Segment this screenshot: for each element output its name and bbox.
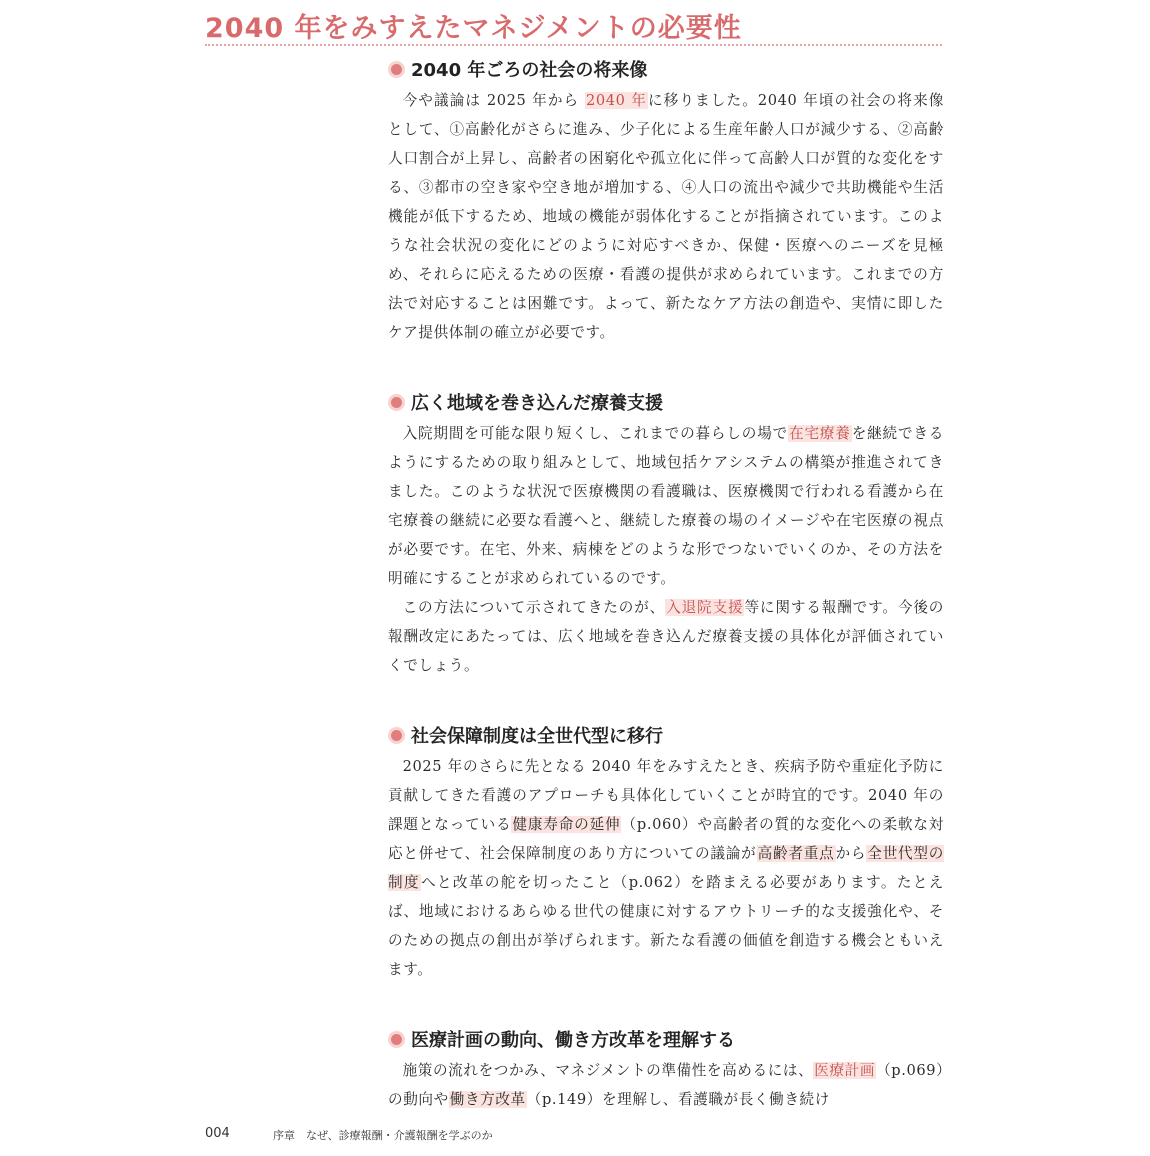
page-footer <box>205 1126 493 1142</box>
section-heading <box>388 389 944 415</box>
text-run: 等に関する報酬です。今後の報酬改定にあたっては、広く地域を巻き込んだ療養支援の具体化が評価されていくでしょう。 <box>388 599 944 674</box>
highlighted-term: 医療計画 <box>814 1062 876 1079</box>
circle-bullet-icon <box>388 61 405 78</box>
section-heading <box>388 56 944 82</box>
circle-bullet-icon <box>388 394 405 411</box>
highlighted-term: 入退院支援 <box>666 599 744 616</box>
section <box>388 722 944 984</box>
circle-bullet-icon <box>388 727 405 744</box>
highlighted-term: 全世代型の制度 <box>388 845 944 891</box>
text-run: から <box>835 845 867 862</box>
text-run: 2025 年のさらに先となる 2040 年をみすえたとき、疾病予防や重症化予防に貢献してきた看護のアプローチも具体化していくことが時宜的です。2040 年の課題となっている <box>388 758 944 833</box>
section-heading <box>388 722 944 748</box>
text-run: この方法について示されてきたのが、 <box>402 599 666 616</box>
section-heading-text: 医療計画の動向、働き方改革を理解する <box>411 1030 735 1051</box>
body-paragraph <box>388 752 944 984</box>
highlighted-term: 働き方改革 <box>449 1091 526 1108</box>
highlighted-term: 健康寿命の延伸 <box>512 816 621 833</box>
circle-bullet-icon <box>388 1031 405 1048</box>
section-heading-text: 2040 年ごろの社会の将来像 <box>411 60 648 81</box>
body-paragraph <box>388 419 944 593</box>
text-run: 今や議論は 2025 年から <box>402 92 585 109</box>
page-number: 004 <box>205 1126 230 1141</box>
text-run: （p.060）や高齢者の質的な変化への柔軟な対応と併せて、社会保障制度のあり方についての議論が <box>388 816 945 862</box>
highlighted-term: 在宅療養 <box>789 425 851 442</box>
text-run: に移りました。2040 年頃の社会の将来像として、①高齢化がさらに進み、少子化による生産年齢人口が減少する、②高齢人口割合が上昇し、高齢者の困窮化や孤立化に伴って高齢人口が質的な変化をする、③都市の空き家や空き地が増加する、④人口の流出や減少で共助機能や生活機能が低下するため、地域の機能が弱体化することが指摘されています。このような社会状況の変化にどのように対応すべきか、保健・医療へのニーズを見極め、それらに応えるための医療・看護の提供が求められています。これまでの方法で対応することは困難です。よって、新たなケア方法の創造や、実情に即したケア提供体制の確立が必要です。 <box>388 92 944 341</box>
text-run: 施策の流れをつかみ、マネジメントの準備性を高めるには、 <box>402 1062 814 1079</box>
section <box>388 56 944 347</box>
text-run: （p.069）の動向や <box>388 1062 944 1108</box>
text-run: （p.149）を理解し、看護職が長く働き続け <box>526 1091 830 1108</box>
body-paragraph <box>388 86 944 347</box>
title-divider <box>205 44 942 46</box>
section-heading-text: 社会保障制度は全世代型に移行 <box>411 726 663 747</box>
section <box>388 1026 944 1114</box>
highlighted-term: 高齢者重点 <box>757 845 835 862</box>
body-paragraph <box>388 593 944 680</box>
text-run: を継続できるようにするための取り組みとして、地域包括ケアシステムの構築が推進されてきました。このような状況で医療機関の看護職は、医療機関で行われる看護から在宅療養の継続に必要な看護へと、継続した療養の場のイメージや在宅医療の視点が必要です。在宅、外来、病棟をどのような形でつないでいくのか、その方法を明確にすることが求められているのです。 <box>388 425 944 587</box>
section-heading <box>388 1026 944 1052</box>
page-title: 2040 年をみすえたマネジメントの必要性 <box>205 13 742 44</box>
main-content <box>388 56 944 1156</box>
section <box>388 389 944 680</box>
body-paragraph <box>388 1056 944 1114</box>
text-run: 入院期間を可能な限り短くし、これまでの暮らしの場で <box>402 425 789 442</box>
text-run: へと改革の舵を切ったこと（p.062）を踏まえる必要があります。たとえば、地域におけるあらゆる世代の健康に対するアウトリーチ的な支援強化や、そのための拠点の創出が挙げられます。新たな看護の価値を創造する機会ともいえます。 <box>388 874 945 978</box>
footer-chapter-title: 序章 なぜ、診療報酬・介護報酬を学ぶのか <box>273 1129 493 1142</box>
section-heading-text: 広く地域を巻き込んだ療養支援 <box>411 393 663 414</box>
highlighted-term: 2040 年 <box>585 92 647 109</box>
